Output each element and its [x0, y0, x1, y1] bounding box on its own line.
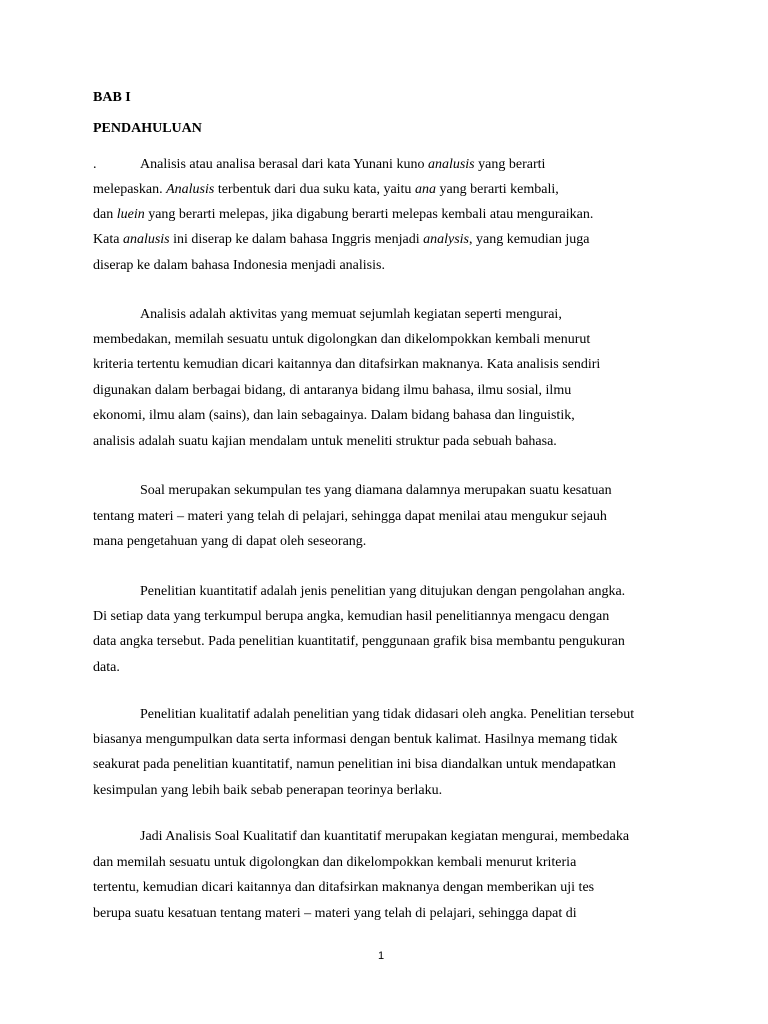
- paragraph-line: membedakan, memilah sesuatu untuk digolongkan dan dikelompokkan kembali menurut: [93, 332, 591, 347]
- paragraph-line: Di setiap data yang terkumpul berupa angka, kemudian hasil penelitiannya mengacu dengan: [93, 609, 610, 624]
- paragraph-line: Kata analusis ini diserap ke dalam bahasa Inggris menjadi analysis, yang kemudian juga: [93, 232, 590, 247]
- paragraph-line: data angka tersebut. Pada penelitian kuantitatif, penggunaan grafik bisa membantu pengukuran: [93, 634, 625, 649]
- paragraph-line: kriteria tertentu kemudian dicari kaitannya dan ditafsirkan maknanya. Kata analisis sendiri: [93, 357, 601, 372]
- paragraph-line: diserap ke dalam bahasa Indonesia menjadi analisis.: [93, 258, 385, 273]
- paragraph-line: Analisis adalah aktivitas yang memuat sejumlah kegiatan seperti mengurai,: [140, 307, 562, 322]
- paragraph-line: Penelitian kuantitatif adalah jenis penelitian yang ditujukan dengan pengolahan angka.: [140, 584, 626, 599]
- paragraph-line: Soal merupakan sekumpulan tes yang diamana dalamnya merupakan suatu kesatuan: [140, 483, 612, 498]
- paragraph-line: kesimpulan yang lebih baik sebab penerapan teorinya berlaku.: [93, 783, 443, 798]
- paragraph-line: melepaskan. Analusis terbentuk dari dua suku kata, yaitu ana yang berarti kembali,: [93, 182, 559, 197]
- paragraph-line: analisis adalah suatu kajian mendalam untuk meneliti struktur pada sebuah bahasa.: [93, 434, 557, 449]
- page-number: 1: [378, 950, 385, 962]
- paragraph-line: dan memilah sesuatu untuk digolongkan dan dikelompokkan kembali menurut kriteria: [93, 855, 577, 870]
- paragraph-line: digunakan dalam berbagai bidang, di antaranya bidang ilmu bahasa, ilmu sosial, ilmu: [93, 383, 572, 398]
- chapter-label: BAB I: [93, 90, 131, 105]
- paragraph-line: dan luein yang berarti melepas, jika digabung berarti melepas kembali atau menguraikan.: [93, 207, 594, 222]
- paragraph-line: ekonomi, ilmu alam (sains), dan lain sebagainya. Dalam bidang bahasa dan linguistik,: [93, 408, 575, 423]
- paragraph-line: seakurat pada penelitian kuantitatif, namun penelitian ini bisa diandalkan untuk mendapatkan: [93, 757, 616, 772]
- paragraph-line: biasanya mengumpulkan data serta informasi dengan bentuk kalimat. Hasilnya memang tidak: [93, 732, 618, 747]
- paragraph-line: Penelitian kualitatif adalah penelitian yang tidak didasari oleh angka. Penelitian tersebut: [140, 707, 635, 722]
- paragraph-line: Jadi Analisis Soal Kualitatif dan kuantitatif merupakan kegiatan mengurai, membedaka: [140, 829, 630, 844]
- paragraph-line: Analisis atau analisa berasal dari kata Yunani kuno analusis yang berarti: [140, 157, 546, 172]
- paragraph-bullet: .: [93, 157, 97, 172]
- paragraph-line: mana pengetahuan yang di dapat oleh seseorang.: [93, 534, 367, 549]
- chapter-title: PENDAHULUAN: [93, 121, 202, 136]
- paragraph-line: tertentu, kemudian dicari kaitannya dan ditafsirkan maknanya dengan memberikan uji tes: [93, 880, 595, 895]
- paragraph-line: tentang materi – materi yang telah di pelajari, sehingga dapat menilai atau mengukur sejauh: [93, 509, 607, 524]
- paragraph-line: data.: [93, 660, 120, 675]
- paragraph-line: berupa suatu kesatuan tentang materi – materi yang telah di pelajari, sehingga dapat di: [93, 906, 577, 921]
